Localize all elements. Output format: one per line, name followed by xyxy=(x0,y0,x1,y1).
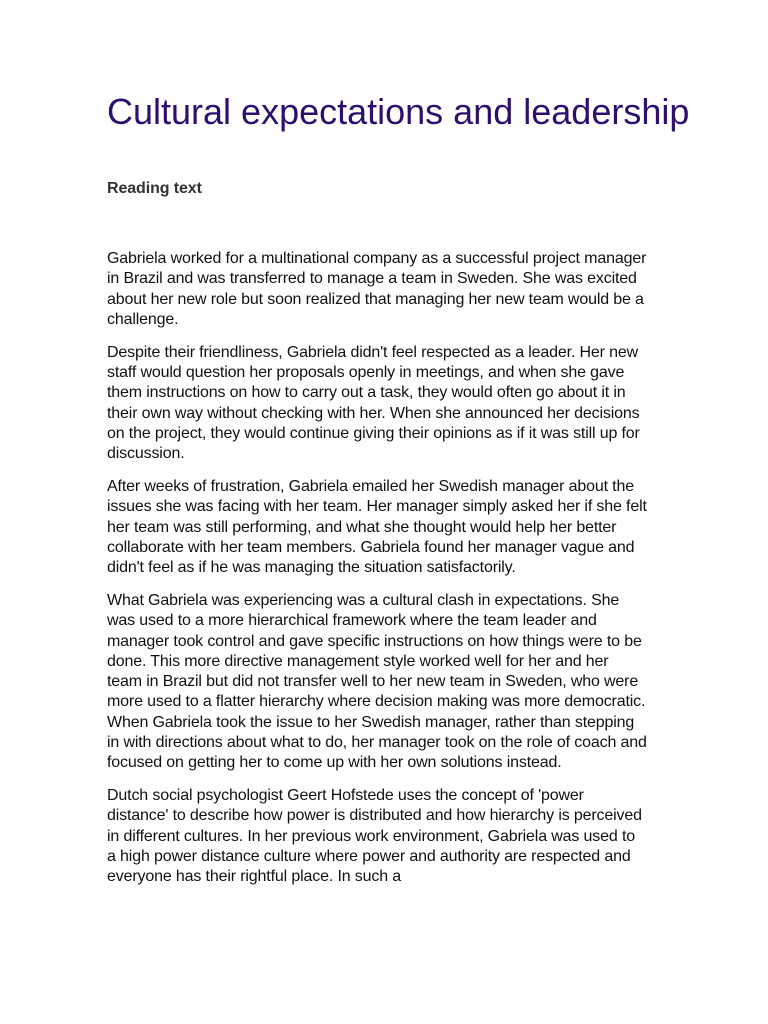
document-body xyxy=(107,249,647,900)
paragraph-3: After weeks of frustration, Gabriela emailed her Swedish manager about the issues she was facing with her team. Her manager simply asked her if she felt her team was still performing, and what she thought would help her better collaborate with her team members. Gabriela found her manager vague and didn't feel as if he was managing the situation satisfactorily. xyxy=(107,477,647,577)
paragraph-5: Dutch social psychologist Geert Hofstede uses the concept of 'power distance' to describe how power is distributed and how hierarchy is perceived in different cultures. In her previous work environment, Gabriela was used to a high power distance culture where power and authority are respected and everyone has their rightful place. In such a xyxy=(107,787,642,886)
document-title: Cultural expectations and leadership xyxy=(107,91,690,132)
paragraph-1: Gabriela worked for a multinational company as a successful project manager in Brazil and was transferred to manage a team in Sweden. She was excited about her new role but soon realized that managing her new team would be a challenge. xyxy=(107,250,647,328)
paragraph-2: Despite their friendliness, Gabriela didn't feel respected as a leader. Her new staff would question her proposals openly in meetings, and when she gave them instructions on how to carry out a task, they would often go about it in their own way without checking with her. When she announced her decisions on the project, they would continue giving their opinions as if it was still up for discussion. xyxy=(107,343,640,463)
document-subtitle: Reading text xyxy=(107,180,202,197)
paragraph-4: What Gabriela was experiencing was a cultural clash in expectations. She was used to a more hierarchical framework where the team leader and manager took control and gave specific instructions on how things were to be done. This more directive management style worked well for her and her team in Brazil but did not transfer well to her new team in Sweden, who were more used to a flatter hierarchy where decision making was more democratic. When Gabriela took the issue to her Swedish manager, rather than stepping in with directions about what to do, her manager took on the role of coach and focused on getting her to come up with her own solutions instead. xyxy=(107,591,647,772)
